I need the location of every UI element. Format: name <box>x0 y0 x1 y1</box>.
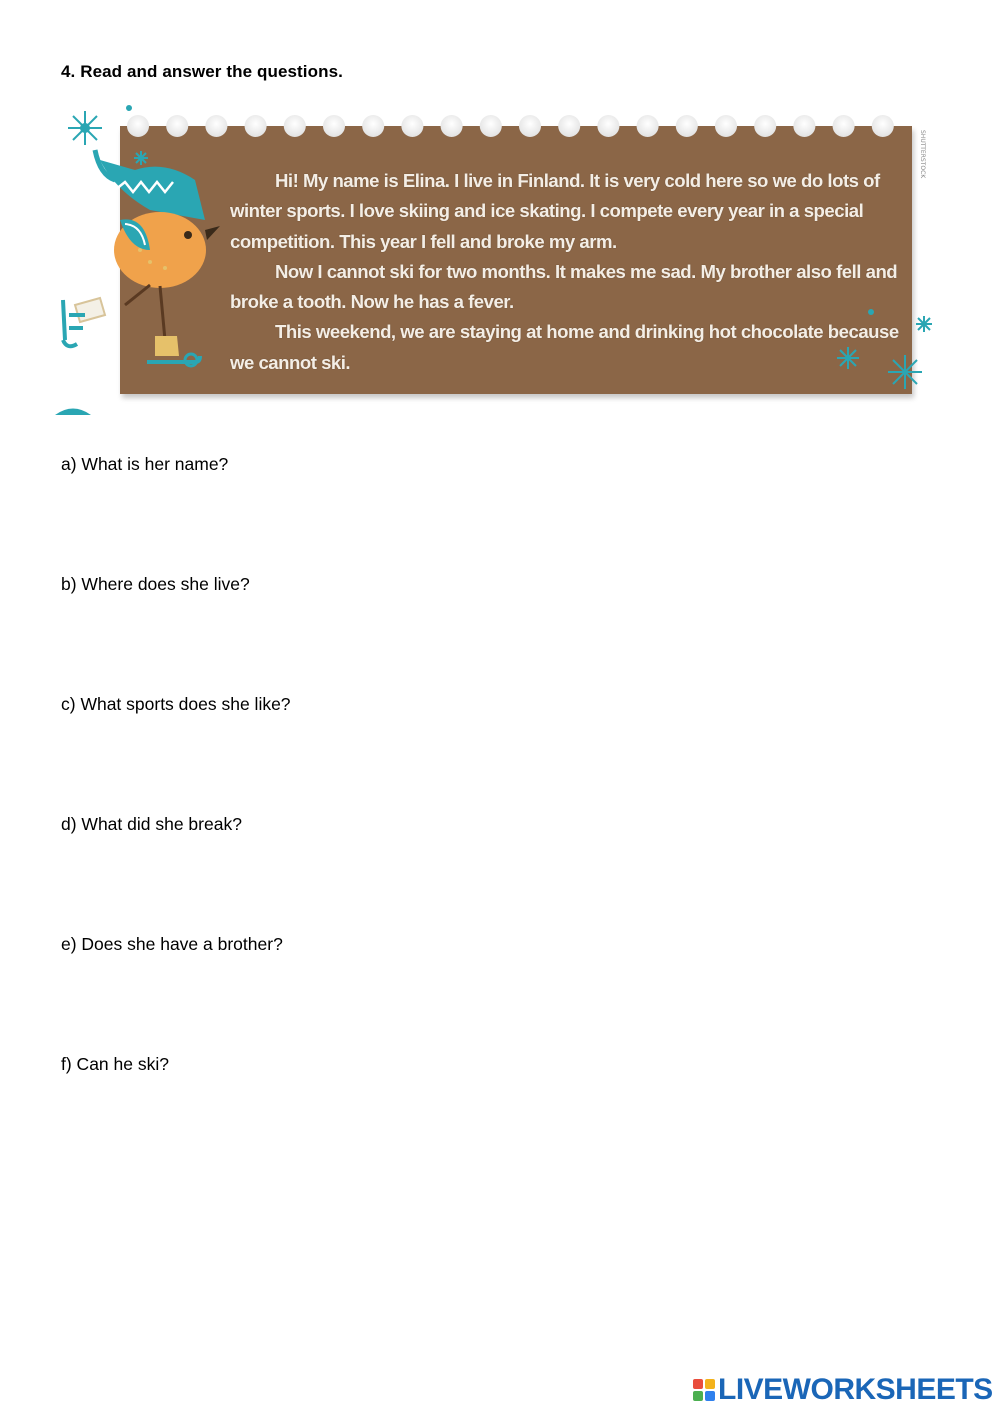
question-c: c) What sports does she like? <box>61 694 291 714</box>
scallop <box>362 115 384 137</box>
scallop <box>480 115 502 137</box>
scallop <box>597 115 619 137</box>
snowflake-icon <box>916 316 932 332</box>
scallop <box>558 115 580 137</box>
image-credit: SHUTTERSTOCK <box>919 130 926 179</box>
scallop <box>284 115 306 137</box>
scallop <box>833 115 855 137</box>
ice-skate-icon <box>63 298 105 346</box>
scallop <box>676 115 698 137</box>
scallop <box>245 115 267 137</box>
story-paragraph-3: This weekend, we are staying at home and drinking hot chocolate because we cannot ski. <box>230 321 899 373</box>
liveworksheets-logo-icon <box>693 1379 715 1401</box>
exercise-heading: 4. Read and answer the questions. <box>61 62 343 81</box>
scallop <box>754 115 776 137</box>
liveworksheets-brand <box>693 1373 993 1407</box>
question-a: a) What is her name? <box>61 454 229 474</box>
scallop <box>637 115 659 137</box>
scallop <box>127 115 149 137</box>
story-paragraph-2: Now I cannot ski for two months. It makes me sad. My brother also fell and broke a tooth. Now he has a fever. <box>230 260 898 313</box>
scallop <box>401 115 423 137</box>
scallop <box>205 115 227 137</box>
scallop <box>166 115 188 137</box>
snow-dot <box>126 105 132 111</box>
scalloped-edge <box>120 114 912 140</box>
scallop <box>715 115 737 137</box>
scallop <box>441 115 463 137</box>
question-d: d) What did she break? <box>61 814 242 834</box>
story-paragraph-1: Hi! My name is Elina. I live in Finland. It is very cold here so we do lots of winter sports. I love skiing and ice skating. I compete every year in a special competition. This year I fell and broke my arm. <box>230 170 880 252</box>
story-illustration <box>55 100 945 415</box>
question-b: b) Where does she live? <box>61 574 250 594</box>
brand-text: LIVEWORKSHEETS <box>718 1373 993 1406</box>
scallop <box>323 115 345 137</box>
scallop <box>872 115 894 137</box>
scallop <box>793 115 815 137</box>
question-f: f) Can he ski? <box>61 1054 169 1074</box>
story-text <box>230 166 900 378</box>
snowflake-icon <box>68 111 102 145</box>
ice-arc <box>55 409 91 416</box>
story-card <box>120 126 912 394</box>
scallop <box>519 115 541 137</box>
question-e: e) Does she have a brother? <box>61 934 283 954</box>
